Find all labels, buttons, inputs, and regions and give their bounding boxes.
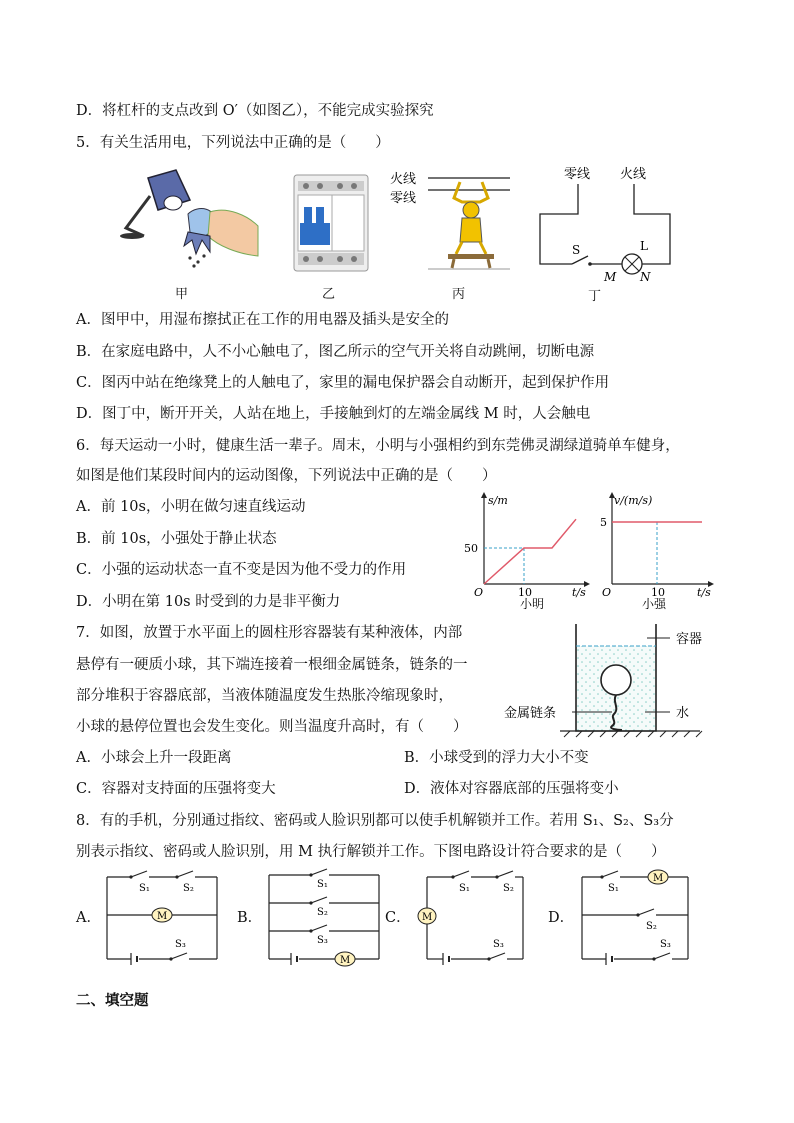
q8-option-d-label: D． (548, 910, 575, 926)
q7-figure-container (500, 620, 720, 742)
q7-option-a: A．小球会上升一段距离 (76, 750, 232, 766)
q5-caption-yi: 乙 (322, 287, 336, 302)
q8c-s1-label: S₁ (459, 883, 470, 894)
q6-xm-series-line (484, 519, 576, 584)
q5-ding-l-label: L (640, 239, 648, 253)
q8b-s2-label: S₂ (317, 907, 328, 918)
q7-container-label: 容器 (676, 632, 703, 647)
q6-xq-xtick: 10 (651, 586, 665, 599)
q7-option-d: D．液体对容器底部的压强将变小 (404, 781, 619, 797)
q5-ding-s-label: S (572, 243, 581, 257)
q5-bing-fire-label: 火线 (390, 172, 417, 187)
q6-xq-caption: 小强 (642, 597, 667, 611)
q8a-s1-label: S₁ (139, 883, 150, 894)
q6-xq-ylabel: v/(m/s) (614, 494, 653, 507)
q5-caption-ding: 丁 (588, 289, 602, 304)
q7-stem-2: 悬停有一硬质小球，其下端连接着一根细金属链条，链条的一 (76, 657, 468, 673)
q8-option-b-label: B． (237, 910, 263, 926)
q4-option-d: D．将杠杆的支点改到 O′（如图乙），不能完成实验探究 (76, 103, 434, 119)
section-title-fill-in: 二、填空题 (76, 993, 149, 1009)
q8c-s2-label: S₂ (503, 883, 514, 894)
q8d-s3-label: S₃ (660, 939, 671, 950)
q5-caption-bing: 丙 (452, 287, 466, 302)
q7-option-c: C．容器对支持面的压强将变大 (76, 781, 276, 797)
q8-circuit-d (578, 867, 698, 967)
q5-ding-n-label: N (640, 270, 651, 284)
q8-stem-1: 8．有的手机，分别通过指纹、密码或人脸识别都可以使手机解锁并工作。若用 S₁、S₂、S₃分 (76, 813, 674, 829)
q8d-motor-label: M (653, 873, 664, 884)
q6-xm-ylabel: s/m (488, 494, 508, 507)
q8-stem-2: 别表示指纹、密码或人脸识别，用 M 执行解锁并工作。下图电路设计符合要求的是（ ） (76, 844, 666, 860)
q6-stem-2: 如图是他们某段时间内的运动图像，下列说法中正确的是（ ） (76, 468, 497, 484)
q5-figure-bing (388, 168, 514, 274)
q8a-s2-label: S₂ (183, 883, 194, 894)
q5-option-c: C．图丙中站在绝缘凳上的人触电了，家里的漏电保护器会自动断开，起到保护作用 (76, 375, 610, 391)
q8-circuit-b (265, 867, 385, 967)
q8b-s1-label: S₁ (317, 879, 328, 890)
q5-figure-ding-circuit (530, 160, 680, 288)
q7-stem-1: 7．如图，放置于水平面上的圆柱形容器装有某种液体，内部 (76, 625, 463, 641)
q8c-s3-label: S₃ (493, 939, 504, 950)
q8-circuit-a (103, 867, 223, 967)
q6-graph-xiaoming (462, 492, 592, 612)
q8c-motor-label: M (422, 912, 433, 923)
q5-stem: 5．有关生活用电，下列说法中正确的是（ ） (76, 135, 390, 151)
q8d-s1-label: S₁ (608, 883, 619, 894)
q8-circuit-c (413, 867, 533, 967)
q8a-s3-label: S₃ (175, 939, 186, 950)
q8d-s2-label: S₂ (646, 921, 657, 932)
q7-chain-label: 金属链条 (504, 706, 557, 721)
q5-ding-zero-label: 零线 (564, 167, 591, 182)
q6-option-b: B．前 10s，小强处于静止状态 (76, 531, 277, 547)
q8b-motor-label: M (340, 955, 351, 966)
q8b-s3-label: S₃ (317, 935, 328, 946)
q7-stem-3: 部分堆积于容器底部，当液体随温度发生热胀冷缩现象时， (76, 688, 453, 704)
q6-xm-caption: 小明 (520, 597, 545, 611)
q7-option-b: B．小球受到的浮力大小不变 (404, 750, 589, 766)
q5-caption-jia: 甲 (175, 287, 189, 302)
q6-xq-ytick: 5 (600, 516, 607, 529)
q5-figure-yi-air-switch (290, 173, 372, 273)
q5-option-b: B．在家庭电路中，人不小心触电了，图乙所示的空气开关将自动跳闸，切断电源 (76, 344, 595, 360)
q6-xq-xlabel: t/s (697, 586, 711, 599)
q7-stem-4: 小球的悬停位置也会发生变化。则当温度升高时，有（ ） (76, 719, 468, 735)
q6-option-c: C．小强的运动状态一直不变是因为他不受力的作用 (76, 562, 407, 578)
q5-option-a: A．图甲中，用湿布擦拭正在工作的用电器及插头是安全的 (76, 312, 449, 328)
q6-xm-xtick: 10 (518, 586, 532, 599)
q5-ding-m-label: M (604, 270, 617, 284)
q6-graph-xiaoqiang (592, 492, 722, 612)
q6-xq-origin: O (602, 586, 612, 599)
q8-option-a-label: A． (76, 910, 101, 926)
q5-figure-jia (118, 166, 268, 271)
q8a-motor-label: M (157, 911, 168, 922)
q6-stem-1: 6．每天运动一小时，健康生活一辈子。周末，小明与小强相约到东莞佛灵湖绿道骑单车健身， (76, 438, 680, 454)
q6-xm-ytick: 50 (464, 542, 478, 555)
q6-option-d: D．小明在第 10s 时受到的力是非平衡力 (76, 594, 341, 610)
q5-ding-fire-label: 火线 (620, 167, 647, 182)
q5-bing-zero-label: 零线 (390, 191, 417, 206)
q6-xm-xlabel: t/s (572, 586, 586, 599)
q6-option-a: A．前 10s，小明在做匀速直线运动 (76, 499, 306, 515)
q5-option-d: D．图丁中，断开开关，人站在地上，手接触到灯的左端金属线 M 时，人会触电 (76, 406, 591, 422)
q8-option-c-label: C． (385, 910, 411, 926)
q7-water-label: 水 (676, 706, 690, 721)
q6-xm-origin: O (474, 586, 484, 599)
